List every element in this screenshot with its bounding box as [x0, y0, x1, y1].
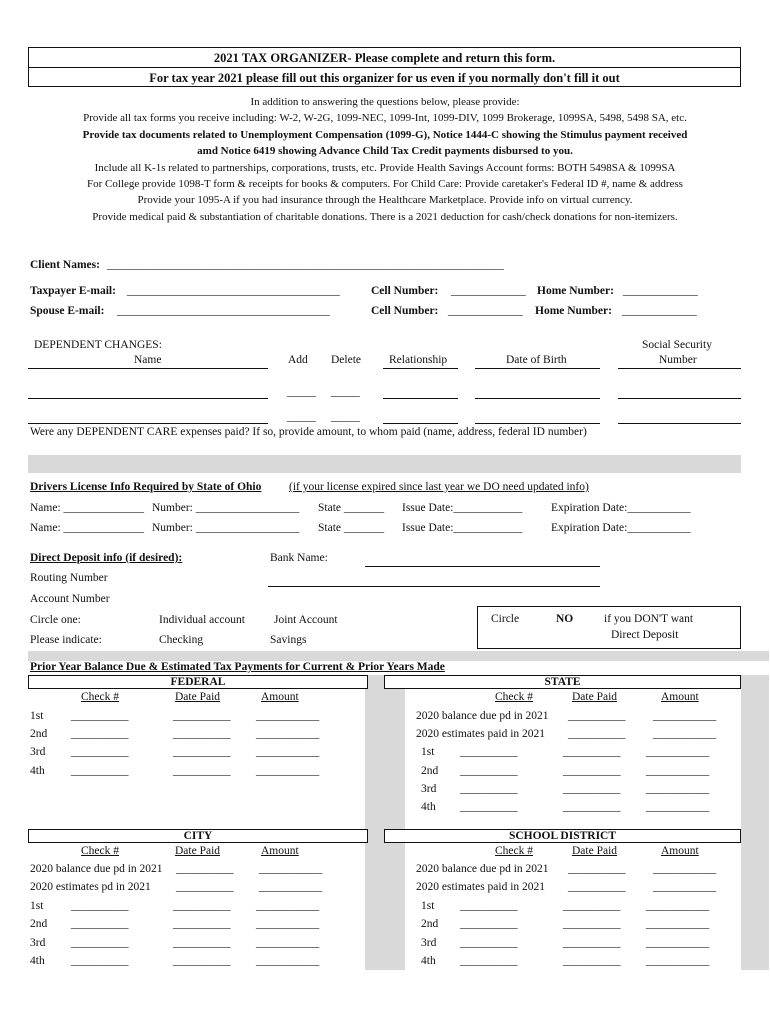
state-3rd-amount[interactable]: ___________ — [646, 783, 710, 795]
school-estimates-date[interactable]: __________ — [568, 881, 626, 893]
school-balance-amount[interactable]: ___________ — [653, 863, 717, 875]
state-4th-amount[interactable]: ___________ — [646, 801, 710, 813]
routing-number-label: Routing Number — [30, 572, 108, 584]
federal-2nd-amount[interactable]: ___________ — [256, 728, 320, 740]
spouse-home-line[interactable]: _____________ — [622, 305, 697, 317]
state-balance-amount[interactable]: ___________ — [653, 710, 717, 722]
dependent-care-answer-bar[interactable] — [28, 455, 741, 473]
estimates-heading: Prior Year Balance Due & Estimated Tax Payments for Current & Prior Years Made — [30, 661, 445, 673]
license-row1-issue[interactable]: Issue Date:____________ — [402, 502, 523, 514]
dependent-row1-ssn[interactable] — [618, 398, 741, 399]
school-1st-check[interactable]: __________ — [460, 900, 518, 912]
state-row-4th: 4th — [421, 801, 436, 813]
dependent-header-line-name — [28, 368, 268, 369]
city-row-3rd: 3rd — [30, 937, 46, 949]
dependent-col-add: Add — [288, 354, 308, 366]
federal-row-3rd: 3rd — [30, 746, 46, 758]
dependent-row2-ssn[interactable] — [618, 423, 741, 424]
federal-1st-check[interactable]: __________ — [71, 710, 129, 722]
federal-3rd-check[interactable]: __________ — [71, 746, 129, 758]
estimates-column-divider — [365, 675, 405, 970]
routing-number-line[interactable] — [268, 586, 600, 587]
savings-option[interactable]: Savings — [270, 634, 307, 646]
intro-line-8: Provide medical paid & substantiation of charitable donations. There is a 2021 deduction for cash/check donations for non-itemizers. — [92, 211, 678, 223]
state-row-3rd: 3rd — [421, 783, 437, 795]
state-2nd-amount[interactable]: ___________ — [646, 765, 710, 777]
state-3rd-date[interactable]: __________ — [563, 783, 621, 795]
school-1st-date[interactable]: __________ — [563, 900, 621, 912]
city-1st-amount[interactable]: ___________ — [256, 900, 320, 912]
school-row-estimates: 2020 estimates paid in 2021 — [416, 881, 546, 893]
intro-line-1: In addition to answering the questions below, please provide: — [250, 96, 520, 108]
taxpayer-home-label: Home Number: — [537, 285, 614, 297]
form-title: 2021 TAX ORGANIZER- Please complete and return this form. — [213, 51, 556, 65]
city-col-date: Date Paid — [175, 845, 221, 857]
taxpayer-home-line[interactable]: _____________ — [623, 285, 698, 297]
checking-option[interactable]: Checking — [159, 634, 204, 646]
state-row-balance: 2020 balance due pd in 2021 — [416, 710, 549, 722]
client-names-line[interactable]: _____________________________________________________________________ — [107, 259, 504, 271]
dependent-row2-relationship[interactable] — [383, 423, 458, 424]
school-row-3rd: 3rd — [421, 937, 437, 949]
dependent-header-line-rel — [383, 368, 458, 369]
opt-out-text-2: Direct Deposit — [611, 629, 679, 641]
school-row-balance: 2020 balance due pd in 2021 — [416, 863, 549, 875]
state-3rd-check[interactable]: __________ — [460, 783, 518, 795]
school-3rd-date[interactable]: __________ — [563, 937, 621, 949]
federal-title: FEDERAL — [170, 676, 226, 688]
city-row-balance: 2020 balance due pd in 2021 — [30, 863, 163, 875]
license-row1-number[interactable]: Number: __________________ — [152, 502, 300, 514]
federal-2nd-check[interactable]: __________ — [71, 728, 129, 740]
city-row-1st: 1st — [30, 900, 44, 912]
client-names-label: Client Names: — [30, 259, 100, 271]
state-row-1st: 1st — [421, 746, 435, 758]
city-4th-amount[interactable]: ___________ — [256, 955, 320, 967]
federal-col-check: Check # — [81, 691, 120, 703]
state-estimates-amount[interactable]: ___________ — [653, 728, 717, 740]
state-1st-date[interactable]: __________ — [563, 746, 621, 758]
city-1st-date[interactable]: __________ — [173, 900, 231, 912]
spouse-home-label: Home Number: — [535, 305, 612, 317]
city-col-amount: Amount — [261, 845, 299, 857]
taxpayer-cell-label: Cell Number: — [371, 285, 439, 297]
city-title: CITY — [183, 830, 213, 842]
state-2nd-date[interactable]: __________ — [563, 765, 621, 777]
spouse-email-line[interactable]: _____________________________________ — [117, 305, 330, 317]
intro-line-6: For College provide 1098-T form & receipts for books & computers. For Child Care: Provide caretaker's Federal ID #, name & address — [87, 178, 683, 190]
dependent-row2-delete[interactable]: _____ — [331, 411, 360, 423]
dependent-care-question: Were any DEPENDENT CARE expenses paid? If so, provide amount, to whom paid (name, address, federal ID number) — [30, 426, 587, 438]
dependent-col-ssn: Social Security — [642, 339, 712, 351]
state-2nd-check[interactable]: __________ — [460, 765, 518, 777]
bank-name-label: Bank Name: — [270, 552, 328, 564]
license-row1-exp[interactable]: Expiration Date:___________ — [551, 502, 691, 514]
state-col-amount: Amount — [661, 691, 699, 703]
city-estimates-amount[interactable]: ___________ — [259, 881, 323, 893]
form-subtitle: For tax year 2021 please fill out this organizer for us even if you normally don't fill it out — [149, 71, 620, 85]
dependent-col-dob: Date of Birth — [506, 354, 567, 366]
city-4th-date[interactable]: __________ — [173, 955, 231, 967]
dependent-row1-name[interactable] — [28, 398, 268, 399]
opt-out-circle-label: Circle — [491, 613, 520, 625]
dependent-col-relationship: Relationship — [389, 354, 448, 366]
dependent-col-delete: Delete — [331, 354, 362, 366]
school-row-1st: 1st — [421, 900, 435, 912]
city-1st-check[interactable]: __________ — [71, 900, 129, 912]
state-balance-date[interactable]: __________ — [568, 710, 626, 722]
intro-line-5: Include all K-1s related to partnerships, corporations, trusts, etc. Provide Health Savings Account forms: BOTH 5498SA & 1099SA — [94, 162, 676, 174]
city-2nd-date[interactable]: __________ — [173, 918, 231, 930]
school-row-4th: 4th — [421, 955, 436, 967]
city-row-estimates: 2020 estimates pd in 2021 — [30, 881, 151, 893]
license-row1-state[interactable]: State _______ — [318, 502, 385, 514]
title-divider — [28, 67, 741, 68]
city-col-check: Check # — [81, 845, 120, 857]
opt-out-text-1: if you DON'T want — [604, 613, 694, 625]
federal-2nd-date[interactable]: __________ — [173, 728, 231, 740]
dependent-row1-dob[interactable] — [475, 398, 600, 399]
license-note: (if your license expired since last year we DO need updated info) — [289, 481, 589, 493]
spouse-cell-label: Cell Number: — [371, 305, 439, 317]
school-1st-amount[interactable]: ___________ — [646, 900, 710, 912]
bank-name-line[interactable] — [365, 566, 600, 567]
intro-line-2: Provide all tax forms you receive including: W-2, W-2G, 1099-NEC, 1099-Int, 1099-DIV, 1099 Brokerage, 1099SA, 5498, 5498 SA, etc. — [83, 112, 687, 124]
city-2nd-amount[interactable]: ___________ — [256, 918, 320, 930]
license-row2-state[interactable]: State _______ — [318, 522, 385, 534]
city-row-4th: 4th — [30, 955, 45, 967]
taxpayer-cell-line[interactable]: _____________ — [451, 285, 526, 297]
city-4th-check[interactable]: __________ — [71, 955, 129, 967]
school-4th-check[interactable]: __________ — [460, 955, 518, 967]
school-4th-amount[interactable]: ___________ — [646, 955, 710, 967]
license-row2-exp[interactable]: Expiration Date:___________ — [551, 522, 691, 534]
deposit-heading: Direct Deposit info (if desired): — [30, 552, 183, 564]
spouse-email-label: Spouse E-mail: — [30, 305, 105, 317]
circle-one-label: Circle one: — [30, 614, 81, 626]
state-4th-check[interactable]: __________ — [460, 801, 518, 813]
federal-row-4th: 4th — [30, 765, 45, 777]
federal-row-1st: 1st — [30, 710, 44, 722]
federal-1st-amount[interactable]: ___________ — [256, 710, 320, 722]
spouse-cell-line[interactable]: _____________ — [448, 305, 523, 317]
dependent-row1-add[interactable]: _____ — [287, 386, 316, 398]
license-row1-name[interactable]: Name: ______________ — [30, 502, 145, 514]
school-4th-date[interactable]: __________ — [563, 955, 621, 967]
individual-account-option[interactable]: Individual account — [159, 614, 245, 626]
account-number-label: Account Number — [30, 593, 110, 605]
federal-3rd-date[interactable]: __________ — [173, 746, 231, 758]
school-2nd-amount[interactable]: ___________ — [646, 918, 710, 930]
dependent-header-line-ssn — [618, 368, 741, 369]
dependent-row2-name[interactable] — [28, 423, 268, 424]
city-balance-amount[interactable]: ___________ — [259, 863, 323, 875]
dependent-header-line-dob — [475, 368, 600, 369]
federal-col-date: Date Paid — [175, 691, 221, 703]
license-row2-issue[interactable]: Issue Date:____________ — [402, 522, 523, 534]
city-3rd-amount[interactable]: ___________ — [256, 937, 320, 949]
federal-4th-date[interactable]: __________ — [173, 765, 231, 777]
school-estimates-amount[interactable]: ___________ — [653, 881, 717, 893]
state-1st-amount[interactable]: ___________ — [646, 746, 710, 758]
license-row2-name[interactable]: Name: ______________ — [30, 522, 145, 534]
city-row-2nd: 2nd — [30, 918, 48, 930]
dependent-row2-dob[interactable] — [475, 423, 600, 424]
federal-col-amount: Amount — [261, 691, 299, 703]
dependent-row1-delete[interactable]: _____ — [331, 386, 360, 398]
federal-3rd-amount[interactable]: ___________ — [256, 746, 320, 758]
school-3rd-amount[interactable]: ___________ — [646, 937, 710, 949]
dependent-row2-add[interactable]: _____ — [287, 411, 316, 423]
federal-4th-amount[interactable]: ___________ — [256, 765, 320, 777]
state-title: STATE — [544, 676, 581, 688]
federal-4th-check[interactable]: __________ — [71, 765, 129, 777]
city-estimates-date[interactable]: __________ — [176, 881, 234, 893]
intro-line-7: Provide your 1095-A if you had insurance through the Healthcare Marketplace. Provide info on virtual currency. — [137, 194, 633, 206]
school-2nd-check[interactable]: __________ — [460, 918, 518, 930]
please-indicate-label: Please indicate: — [30, 634, 102, 646]
state-1st-check[interactable]: __________ — [460, 746, 518, 758]
federal-1st-date[interactable]: __________ — [173, 710, 231, 722]
taxpayer-email-line[interactable]: _____________________________________ — [127, 285, 340, 297]
school-col-date: Date Paid — [572, 845, 618, 857]
state-col-check: Check # — [495, 691, 534, 703]
city-3rd-date[interactable]: __________ — [173, 937, 231, 949]
state-col-date: Date Paid — [572, 691, 618, 703]
dependent-col-ssn-number: Number — [659, 354, 697, 366]
city-3rd-check[interactable]: __________ — [71, 937, 129, 949]
school-row-2nd: 2nd — [421, 918, 439, 930]
license-heading: Drivers License Info Required by State of Ohio — [30, 481, 262, 493]
state-row-estimates: 2020 estimates paid in 2021 — [416, 728, 546, 740]
dependent-row1-relationship[interactable] — [383, 398, 458, 399]
school-title: SCHOOL DISTRICT — [508, 830, 617, 842]
deposit-divider-bar — [28, 651, 769, 661]
taxpayer-email-label: Taxpayer E-mail: — [30, 285, 116, 297]
school-balance-date[interactable]: __________ — [568, 863, 626, 875]
intro-line-3: Provide tax documents related to Unemployment Compensation (1099-G), Notice 1444-C showing the Stimulus payment received — [82, 129, 688, 141]
state-row-2nd: 2nd — [421, 765, 439, 777]
estimates-right-edge — [741, 675, 769, 970]
opt-out-no-option[interactable]: NO — [556, 613, 574, 625]
federal-row-2nd: 2nd — [30, 728, 48, 740]
dependent-heading: DEPENDENT CHANGES: — [34, 339, 162, 351]
city-2nd-check[interactable]: __________ — [71, 918, 129, 930]
license-row2-number[interactable]: Number: __________________ — [152, 522, 300, 534]
intro-line-4: amd Notice 6419 showing Advance Child Tax Credit payments disbursed to you. — [197, 145, 573, 157]
state-4th-date[interactable]: __________ — [563, 801, 621, 813]
joint-account-option[interactable]: Joint Account — [274, 614, 338, 626]
dependent-col-name: Name — [134, 354, 162, 366]
school-col-check: Check # — [495, 845, 534, 857]
school-3rd-check[interactable]: __________ — [460, 937, 518, 949]
school-col-amount: Amount — [661, 845, 699, 857]
school-2nd-date[interactable]: __________ — [563, 918, 621, 930]
state-estimates-date[interactable]: __________ — [568, 728, 626, 740]
city-balance-date[interactable]: __________ — [176, 863, 234, 875]
